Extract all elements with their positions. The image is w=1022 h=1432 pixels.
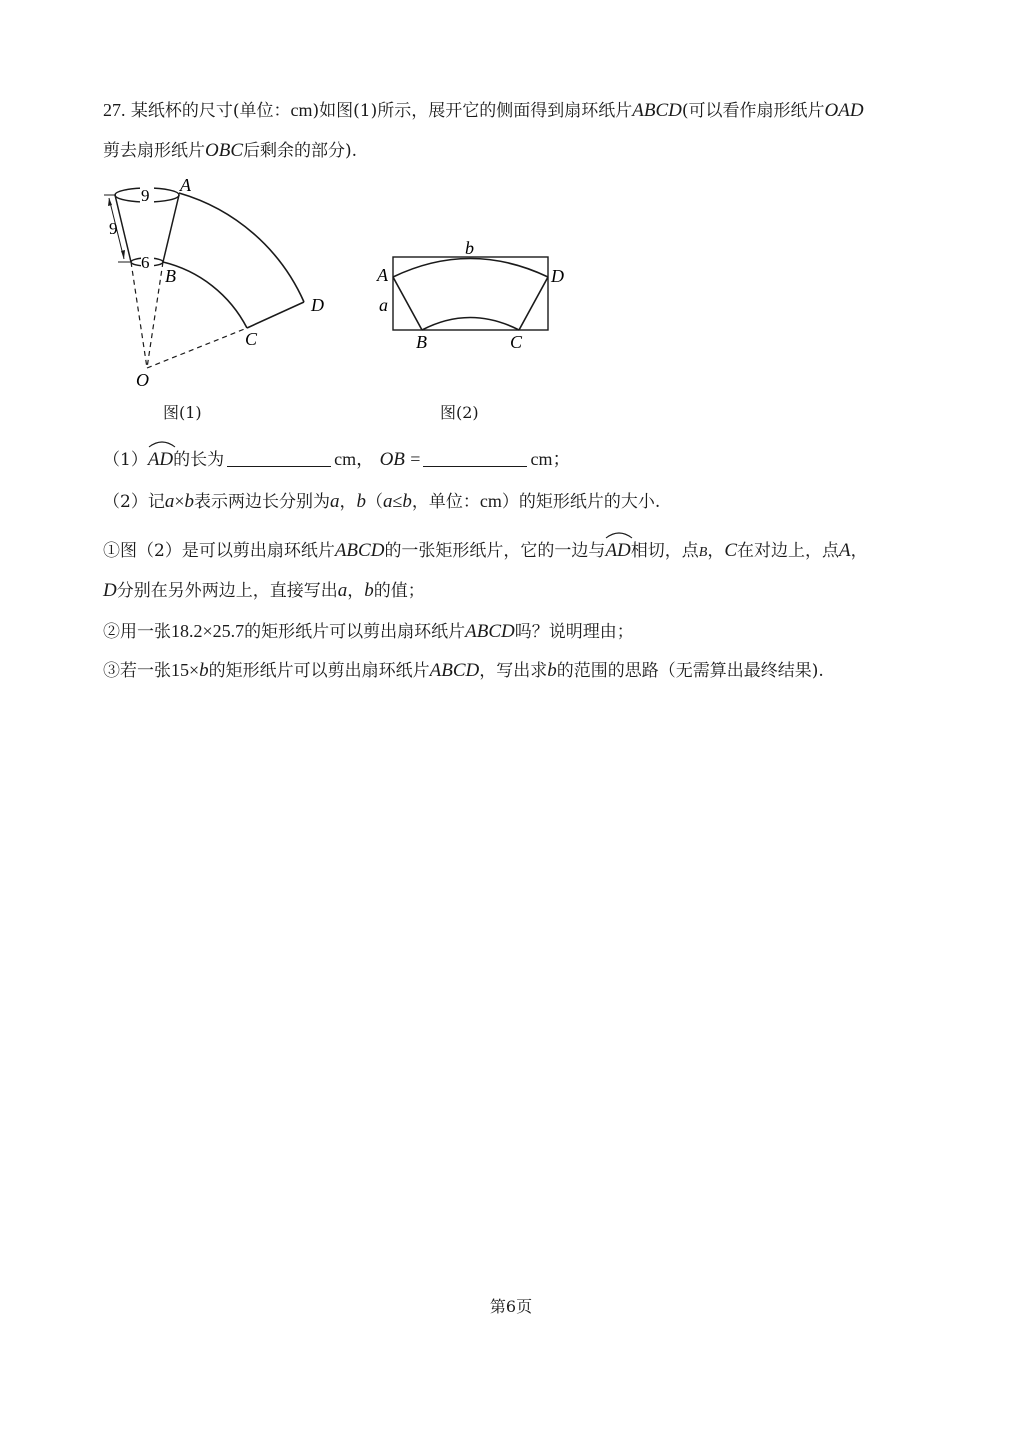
fig2-point-d: D — [551, 266, 564, 286]
fig2-side-b-label: b — [465, 238, 474, 258]
figure-1-caption: 图(1) — [163, 403, 202, 422]
fig1-point-a: A — [180, 175, 191, 195]
arc-ad-label: AD — [148, 444, 173, 472]
problem-number: 27. — [103, 100, 126, 120]
figure-2-caption: 图(2) — [440, 403, 479, 422]
question-2: （2）记a×b表示两边长分别为a，b（a≤b，单位：cm）的矩形纸片的大小. — [103, 491, 661, 512]
fig1-point-c: C — [245, 329, 258, 349]
page-number: 第6页 — [489, 1297, 533, 1316]
fig2-point-a: A — [377, 265, 388, 285]
fig2-point-c: C — [510, 332, 523, 352]
fig1-bottom-width-label: 6 — [141, 253, 150, 272]
arc-ad-label-2: AD — [605, 535, 630, 563]
question-2-part-1-line1: ①图（2）是可以剪出扇环纸片ABCD的一张矩形纸片，它的一边与 AD相切，点B，C在对边上，点A， — [103, 535, 868, 565]
fig2-side-a-label: a — [379, 295, 388, 315]
answer-blank-ob[interactable] — [423, 448, 527, 467]
question-1: （1） AD的长为 cm， OB = cm； — [103, 444, 570, 472]
answer-blank-arc-length[interactable] — [227, 448, 331, 467]
figure-2-diagram — [372, 236, 572, 356]
fig1-point-d: D — [311, 295, 324, 315]
fig1-point-b: B — [165, 266, 176, 286]
arc-symbol-icon — [604, 529, 634, 539]
question-2-part-1-line2: D分别在另外两边上，直接写出a，b的值； — [103, 580, 425, 601]
problem-intro-line1: 27. 某纸杯的尺寸(单位：cm)如图(1)所示，展开它的侧面得到扇环纸片ABCD(可以看作扇形纸片OAD — [103, 100, 864, 121]
fig2-point-b: B — [416, 332, 427, 352]
fig1-top-width-label: 9 — [141, 186, 150, 205]
figure-1-diagram — [100, 172, 340, 392]
fig1-height-label: 9 — [109, 219, 118, 238]
question-2-part-2: ②用一张18.2×25.7的矩形纸片可以剪出扇环纸片ABCD吗？说明理由； — [103, 621, 634, 642]
problem-intro-line2: 剪去扇形纸片OBC后剩余的部分). — [103, 140, 358, 161]
arc-symbol-icon — [147, 438, 177, 448]
fig1-point-o: O — [136, 370, 149, 390]
question-2-part-3: ③若一张15×b的矩形纸片可以剪出扇环纸片ABCD，写出求b的范围的思路（无需算出最终结果). — [103, 660, 824, 681]
